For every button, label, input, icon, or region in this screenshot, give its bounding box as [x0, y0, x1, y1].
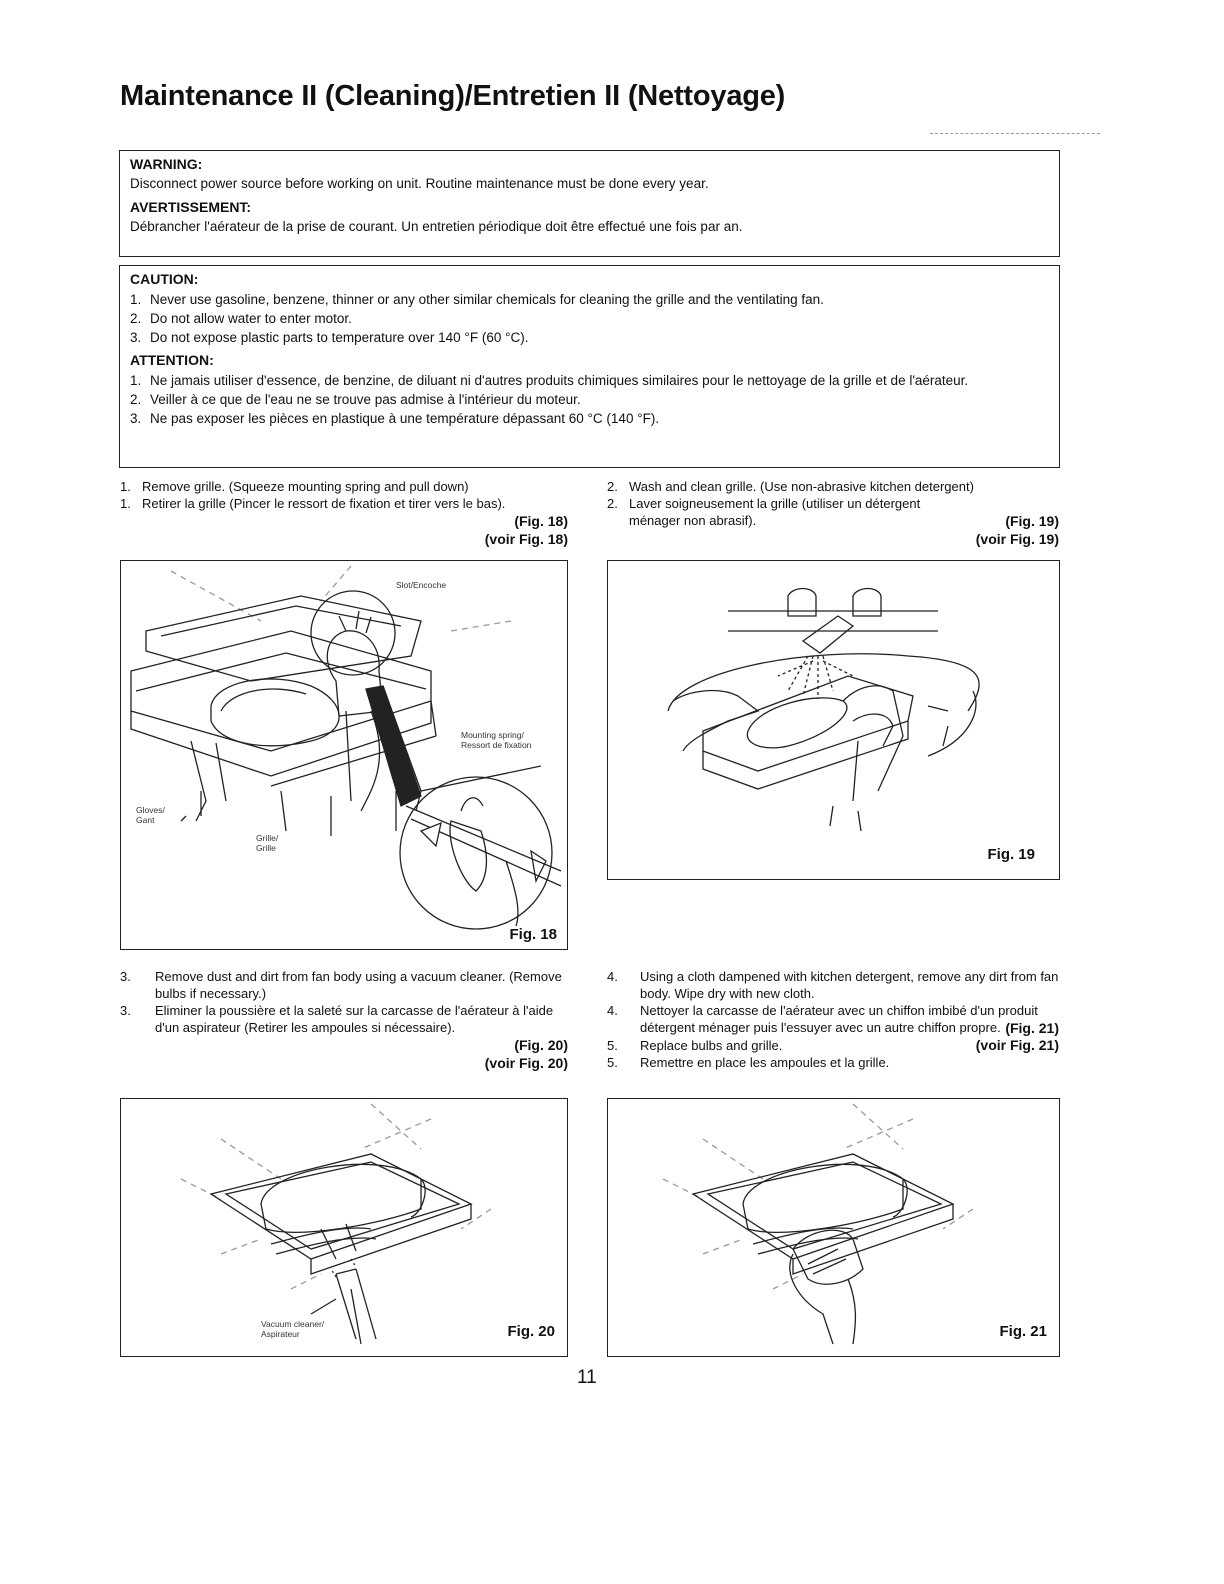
step-3: 3. Remove dust and dirt from fan body using a vacuum cleaner. (Remove bulbs if necessary.) 3. Eliminer la poussière et la saleté sur la carcasse de l'aérateur à l'aide d'un aspirateur (Retirer les ampoules si nécessaire). (Fig. 20) (voir Fig. 20) [120, 969, 568, 1071]
step-5-ref-fr: (voir Fig. 21) [975, 1037, 1059, 1053]
step-1-ref-en: (Fig. 18) [514, 513, 568, 529]
fig20-label: Fig. 20 [507, 1323, 555, 1340]
step-2: 2. Wash and clean grille. (Use non-abrasive kitchen detergent) 2. Laver soigneusement la grille (utiliser un détergent ménager non abrasif). (Fig. 19) (voir Fig. 19) [607, 479, 1059, 547]
figure-21 [607, 1098, 1060, 1357]
figure-19 [607, 560, 1060, 880]
list-item: 1. Ne jamais utiliser d'essence, de benzine, de diluant ni d'autres produits chimiques similaires pour le nettoyage de la grille et de l'aérateur. [130, 373, 969, 388]
list-item: 2. Veiller à ce que de l'eau ne se trouve pas admise à l'intérieur du moteur. [130, 392, 581, 407]
avertissement-heading: AVERTISSEMENT: [130, 199, 252, 215]
step-1-fr: Retirer la grille (Pincer le ressort de fixation et tirer vers le bas). [142, 496, 506, 511]
fig18-spring-label-fr: Ressort de fixation [461, 740, 532, 750]
step-4-5: 4. Using a cloth dampened with kitchen detergent, remove any dirt from fan body. Wipe dry with new cloth. 4. Nettoyer la carcasse de l'aérateur avec un chiffon imbibé d'un produit détergent ménager puis l'essuyer avec un autre chiffon propre. (Fig. 21) 5. Replace bulbs and grille. (voir Fig. 21) 5. Remettre en place les ampoules et la grille. [607, 969, 1059, 1070]
step-4-fr: Nettoyer la carcasse de l'aérateur avec un chiffon imbibé d'un produit détergent ménager puis l'essuyer avec un autre chiffon propre. [640, 1003, 1038, 1035]
list-item: 3. Do not expose plastic parts to temperature over 140 °F (60 °C). [130, 330, 529, 345]
warning-heading: WARNING: [130, 156, 203, 172]
caution-box [119, 265, 1060, 468]
attention-list [130, 372, 1049, 427]
step-1: 1. Remove grille. (Squeeze mounting spring and pull down) 1. Retirer la grille (Pincer le ressort de fixation et tirer vers le bas). (Fig. 18) (voir Fig. 18) [120, 479, 568, 547]
fig18-slot-label: Slot/Encoche [396, 580, 447, 590]
step-3-en: Remove dust and dirt from fan body using a vacuum cleaner. (Remove bulbs if necessary.) [155, 969, 562, 1001]
fig19-label: Fig. 19 [987, 846, 1035, 863]
caution-heading: CAUTION: [130, 271, 199, 287]
step-2-ref-fr: (voir Fig. 19) [975, 531, 1059, 547]
step-4-en: Using a cloth dampened with kitchen detergent, remove any dirt from fan body. Wipe dry with new cloth. [640, 969, 1059, 1001]
fig20-vacuum-label-fr: Aspirateur [261, 1329, 300, 1339]
step-4-ref-en: (Fig. 21) [1005, 1020, 1059, 1036]
step-1-ref-fr: (voir Fig. 18) [484, 531, 568, 547]
step-2-fr: Laver soigneusement la grille (utiliser un détergent ménager non abrasif). [629, 496, 921, 528]
fig18-spring-label-en: Mounting spring/ [461, 730, 524, 740]
warning-text: Disconnect power source before working on unit. Routine maintenance must be done every year. [130, 176, 709, 191]
step-5-fr: Remettre en place les ampoules et la grille. [640, 1055, 890, 1070]
fig20-vacuum-label-en: Vacuum cleaner/ [261, 1319, 325, 1329]
step-3-ref-en: (Fig. 20) [514, 1037, 568, 1053]
caution-list [130, 291, 1049, 346]
fig18-label: Fig. 18 [509, 926, 557, 943]
list-item: 1. Never use gasoline, benzene, thinner or any other similar chemicals for cleaning the grille and the ventilating fan. [130, 292, 824, 307]
fig18-grille-label-en: Grille/ [256, 833, 279, 843]
fig18-grille-label-fr: Grille [256, 843, 276, 853]
list-item: 3. Ne pas exposer les pièces en plastique à une température dépassant 60 °C (140 °F). [130, 411, 660, 426]
header-rule [930, 133, 1100, 134]
step-2-ref-en: (Fig. 19) [1005, 513, 1059, 529]
avertissement-text: Débrancher l'aérateur de la prise de courant. Un entretien périodique doit être effectué une fois par an. [130, 219, 743, 234]
warning-box [119, 150, 1060, 257]
page-title: Maintenance II (Cleaning)/Entretien II (Nettoyage) [120, 80, 786, 112]
list-item: 2. Do not allow water to enter motor. [130, 311, 352, 326]
fig18-gloves-label-fr: Gant [136, 815, 155, 825]
step-3-fr: Eliminer la poussière et la saleté sur la carcasse de l'aérateur à l'aide d'un aspirateur (Retirer les ampoules si nécessaire). [155, 1003, 554, 1035]
step-3-ref-fr: (voir Fig. 20) [484, 1055, 568, 1071]
fig21-illustration [608, 1099, 1058, 1355]
step-2-en: Wash and clean grille. (Use non-abrasive kitchen detergent) [629, 479, 974, 494]
fig21-label: Fig. 21 [999, 1323, 1047, 1340]
figure-20 [120, 1098, 568, 1357]
step-5-en: Replace bulbs and grille. [640, 1038, 783, 1053]
figure-18 [120, 560, 568, 950]
attention-heading: ATTENTION: [130, 352, 214, 368]
fig18-illustration [121, 561, 566, 948]
fig20-illustration [121, 1099, 566, 1355]
fig19-illustration [608, 561, 1058, 878]
page-number: 11 [577, 1367, 597, 1388]
fig18-gloves-label-en: Gloves/ [136, 805, 165, 815]
step-1-en: Remove grille. (Squeeze mounting spring and pull down) [142, 479, 469, 494]
